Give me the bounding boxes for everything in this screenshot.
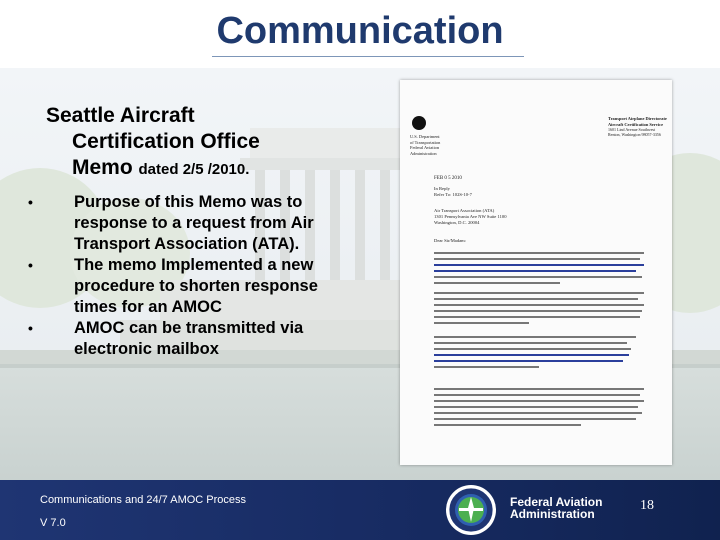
memo-office	[608, 116, 668, 127]
memo-ref-line: In Reply	[434, 186, 450, 191]
title-divider	[212, 56, 524, 57]
faa-seal-icon	[445, 484, 497, 536]
bullet-marker: •	[28, 194, 33, 210]
memo-paragraph	[434, 336, 644, 372]
memo-paragraph	[434, 292, 644, 328]
memo-address-line: Renton, Washington 98057-3356	[608, 132, 661, 137]
memo-ref-line: Refer To: 102S-10-7	[434, 192, 472, 197]
faa-name-line-2: Administration	[510, 507, 595, 521]
memo-date: FEB 0 5 2010	[434, 176, 462, 181]
memo-document	[400, 80, 672, 465]
bullet-marker: •	[28, 320, 33, 336]
memo-office-line: Transport Airplane Directorate	[608, 116, 667, 121]
bullet-text: Purpose of this Memo was to response to a request from Air Transport Association (ATA).	[74, 193, 314, 253]
memo-reference	[434, 186, 634, 198]
bullet-text: AMOC can be transmitted via electronic mailbox	[74, 319, 304, 358]
memo-dept-line: Administration	[410, 150, 437, 156]
memo-paragraph	[434, 388, 644, 430]
memo-recipient-line: Washington, D.C. 20004	[434, 220, 480, 225]
memo-recipient	[434, 208, 634, 226]
memo-office-line: Aircraft Certification Service	[608, 121, 664, 127]
bullet-text: The memo Implemented a new procedure to shorten response times for an AMOC	[74, 256, 318, 316]
heading-date: dated 2/5 /2010.	[138, 161, 250, 178]
page-number: 18	[640, 498, 654, 513]
memo-recipient-line: 1301 Pennsylvania Ave NW Suite 1100	[434, 214, 507, 219]
heading-line-1: Seattle Aircraft	[46, 104, 195, 127]
memo-address-line: 1601 Lind Avenue Southwest	[608, 127, 656, 132]
bullet-item	[28, 255, 363, 318]
memo-dept-line: U.S. Department	[410, 134, 440, 139]
footer-presentation-title: Communications and 24/7 AMOC Process	[40, 494, 247, 506]
memo-recipient-line: Air Transport Association (ATA)	[434, 208, 495, 213]
faa-name-line-1: Federal Aviation	[510, 495, 603, 509]
faa-name	[510, 496, 602, 520]
bullet-item	[28, 318, 363, 360]
heading-line-3	[46, 155, 376, 183]
footer-bar	[0, 480, 720, 540]
memo-heading	[46, 103, 376, 183]
dot-seal-icon	[412, 116, 426, 130]
memo-dept-line: of Transportation	[410, 139, 441, 145]
heading-line-2: Certification Office	[72, 130, 260, 153]
bullet-item	[28, 192, 363, 255]
memo-salutation: Dear Sir/Madam:	[434, 238, 467, 243]
heading-memo: Memo	[72, 156, 139, 179]
slide-title: Communication	[216, 10, 504, 52]
bullet-marker: •	[28, 257, 33, 273]
memo-paragraph	[434, 252, 644, 288]
footer-version: V 7.0	[40, 517, 66, 529]
memo-dept-line: Federal Aviation	[410, 145, 440, 150]
memo-department	[410, 134, 470, 156]
bullet-list	[28, 192, 363, 360]
memo-address	[608, 127, 668, 137]
